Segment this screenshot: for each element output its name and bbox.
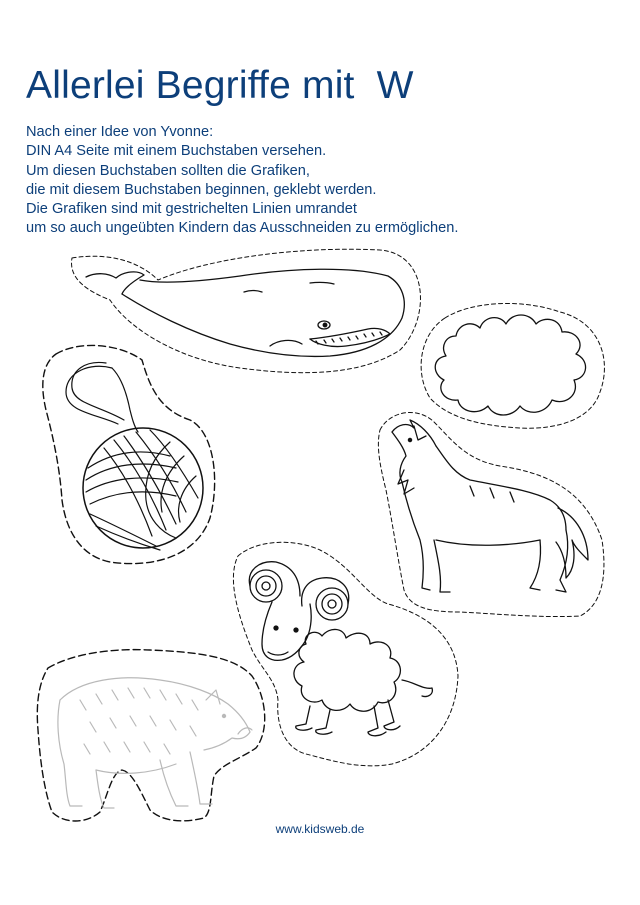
- intro-line: Um diesen Buchstaben sollten die Grafiken,: [26, 162, 310, 179]
- wolf-picture[interactable]: [378, 413, 604, 617]
- intro-line: Nach einer Idee von Yvonne:: [26, 124, 214, 140]
- footer-link[interactable]: www.kidsweb.de: [275, 822, 365, 836]
- intro-line: DIN A4 Seite mit einem Buchstaben versehen.: [26, 143, 327, 160]
- wolf-icon: [392, 420, 588, 592]
- cloud-picture[interactable]: [421, 303, 604, 428]
- cut-outline: [72, 249, 421, 372]
- ram-picture[interactable]: [233, 542, 458, 766]
- intro-line: Die Grafiken sind mit gestrichelten Linien umrandet: [26, 201, 357, 218]
- cut-outline: [378, 413, 604, 617]
- boar-picture[interactable]: [37, 650, 264, 821]
- page-title: Allerlei Begriffe mit W: [26, 64, 414, 107]
- boar-icon: [58, 678, 252, 808]
- whale-picture[interactable]: [72, 249, 421, 372]
- cut-outline: [421, 303, 604, 428]
- cut-outline: [37, 650, 264, 821]
- ram-icon: [249, 562, 432, 736]
- intro-line: die mit diesem Buchstaben beginnen, geklebt werden.: [26, 181, 377, 198]
- yarn-ball-picture[interactable]: [43, 345, 215, 563]
- cut-outline: [43, 345, 215, 563]
- yarn-ball-icon: [66, 362, 203, 550]
- whale-icon: [86, 269, 404, 356]
- cloud-icon: [435, 315, 585, 415]
- intro-line: um so auch ungeübten Kindern das Ausschneiden zu ermöglichen.: [26, 220, 459, 237]
